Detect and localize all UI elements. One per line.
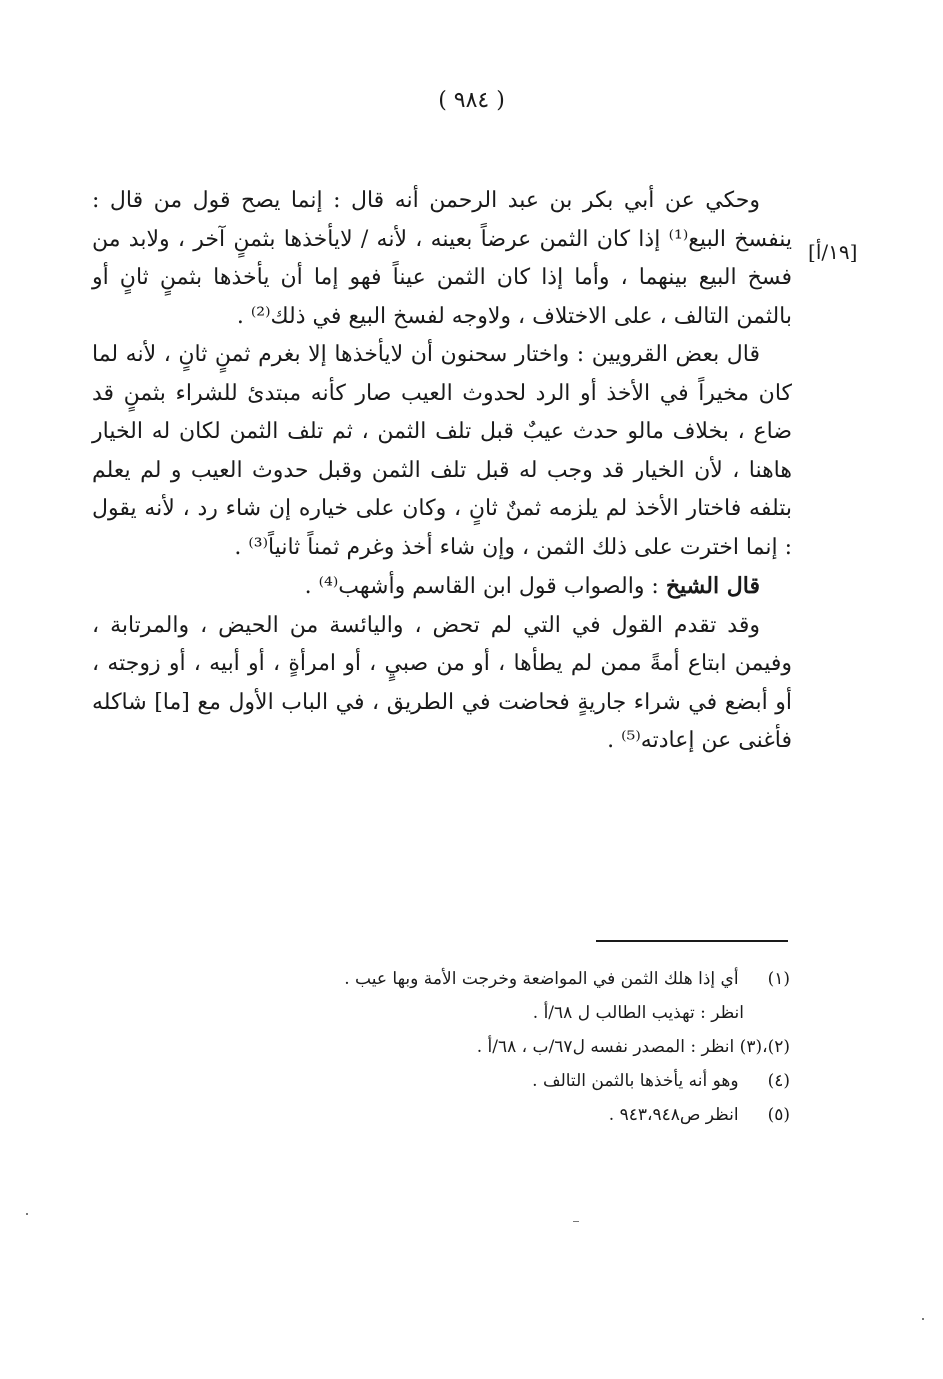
paragraph-2: قال بعض القرويين : واختار سحنون أن لايأخذها إلا بغرم ثمنٍ ثانٍ ، لأنه لما كان مخيراً في الأخذ أو الرد لحدوث العيب صار كأنه مبتدئ للشراء بثمنٍ قد ضاع ، بخلاف مالو حدث عيبٌ قبل تلف الثمن ، ثم تلف الثمن لكان له الخيار هاهنا ، لأن الخيار قد وجب له قبل تلف الثمن وقبل حدوث العيب و لم يعلم بتلفه فاختار الأخذ لم يلزمه ثمنٌ ثانٍ ، وكان على خياره إن شاء رد ، لأنه يقول : إنما اخترت على ذلك الثمن ، وإن شاء أخذ وغرم ثمناً ثانياً⁽³⁾ .: [92, 342, 792, 560]
footnote-number: (٤): [767, 1071, 790, 1091]
scan-speck: [26, 1213, 28, 1215]
paragraph-3: [92, 567, 792, 607]
footnote-1: [200, 962, 790, 996]
footnotes: [200, 962, 790, 1132]
footnote-text: أي إذا هلك الثمن في المواضعة وخرجت الأمة وبها عيب .: [344, 969, 739, 989]
main-text: [92, 182, 792, 761]
scan-speck: [922, 1318, 924, 1320]
footnote-text: انظر ص٩٤٣،٩٤٨ .: [608, 1105, 739, 1125]
paragraph-3-lead: قال الشيخ: [665, 573, 760, 599]
footnote-number: (٢)،(٣): [739, 1037, 790, 1057]
footnote-text: وهو أنه يأخذها بالثمن التالف .: [532, 1071, 739, 1091]
page-number: ( ٩٨٤ ): [438, 88, 505, 113]
footnote-5: [200, 1098, 790, 1132]
paragraph-4: وقد تقدم القول في التي لم تحض ، واليائسة من الحيض ، والمرتابة ، وفيمن ابتاع أمةً ممن لم يطأها ، أو من صبيٍ ، أو امرأةٍ ، أو أبيه ، أو زوجته ، أو أبضع في شراء جاريةٍ فحاضت في الطريق ، في الباب الأول مع [ما] شاكله فأغنى عن إعادته⁽⁵⁾ .: [92, 612, 792, 753]
paragraph-3-text: : والصواب قول ابن القاسم وأشهب⁽⁴⁾ .: [304, 574, 666, 599]
footnote-text: انظر : المصدر نفسه ل٦٧/ب ، ٦٨/أ .: [476, 1037, 735, 1057]
scan-speck: [573, 1221, 579, 1222]
footnote-text: انظر : تهذيب الطالب ل ٦٨/أ .: [532, 1003, 744, 1023]
footnote-number: (٥): [767, 1105, 790, 1125]
footnote-1-continuation: [200, 996, 790, 1030]
footnote-2-3: [200, 1030, 790, 1064]
footnote-number: (١): [767, 969, 790, 989]
footnote-divider: [596, 940, 788, 942]
footnote-4: [200, 1064, 790, 1098]
margin-folio-marker: [١٩/أ]: [808, 240, 858, 264]
paragraph-1: وحكي عن أبي بكر بن عبد الرحمن أنه قال : إنما يصح قول من قال : ينفسخ البيع⁽¹⁾ إذا كان الثمن عرضاً بعينه ، لأنه / لايأخذها بثمنٍ آخر ، ولابد من فسخ البيع بينهما ، وأما إذا كان الثمن عيناً فهو إما أن يأخذها بثمنٍ ثانٍ أو بالثمن التالف ، على الاختلاف ، ولاوجه لفسخ البيع في ذلك⁽²⁾ .: [92, 188, 792, 329]
